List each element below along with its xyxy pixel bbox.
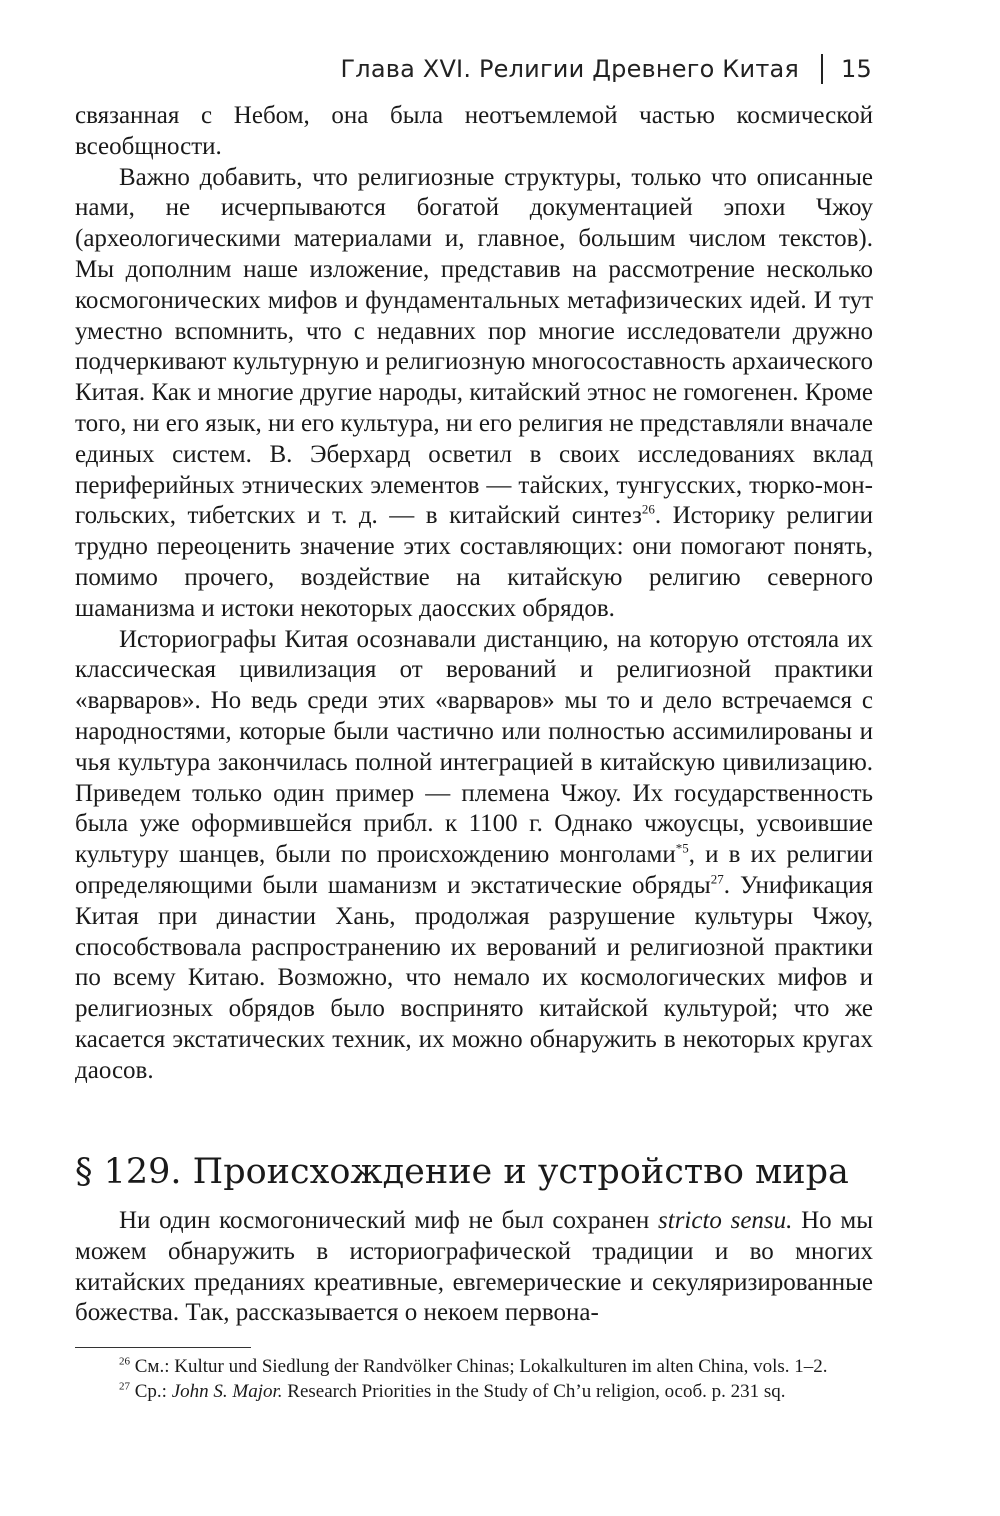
footnotes <box>75 1354 873 1404</box>
paragraph-1: связанная с Небом, она была неотъемлемой частью космической всеобщности. <box>75 102 873 160</box>
footnote-27: $^{27}$ Ср.: John S. Major. Research Priorities in the Study of Ch’u religion, особ. p. 231 sq. <box>119 1380 786 1402</box>
footnote-ref-26: 26 <box>641 502 655 518</box>
chapter-title: Глава XVI. Религии Древнего Китая <box>340 55 800 83</box>
header-divider <box>821 54 823 84</box>
footnote-ref-5: *5 <box>675 840 689 856</box>
running-header <box>340 54 872 84</box>
page-number: 15 <box>841 55 872 83</box>
section-text <box>75 1206 873 1329</box>
paragraph-2: Важно добавить, что религиозные структуры, только что описанные нами, не исчерпываются богатой документацией эпохи Чжоу (археологическими материалами и, главное, большим числом текстов). Мы дополним наше изложение, представив на рассмотрение несколько космогонических мифов и фундаментальных метафизических идей. И тут уместно вспомнить, что с недавних пор многие исследователи дружно подчеркивают культурную и религиозную многосоставность архаического Китая. Как и многие другие народы, китайский этнос не гомогенен. Кроме того, ни его язык, ни его культура, ни его религия не представляли вначале единых систем. В. Эберхард осветил в своих исследованиях вклад периферийных этнических элементов — тайских, тунгусских, тюрко-монгольских, тибетских и т. д. — в китайский синтез$^{26}$. Историку религии трудно переоценить значение этих составляющих: они помогают понять, помимо прочего, воздействие на китайскую религию северного шаманизма и истоки некоторых даосских обрядов. <box>75 163 873 622</box>
footnote-26: $^{26}$ См.: Kultur und Siedlung der Randvölker Chinas; Lokalkulturen im alten China, vols. 1–2. <box>119 1355 828 1377</box>
footnote-ref-27: 27 <box>710 871 724 887</box>
main-text <box>75 101 873 1087</box>
footnote-divider <box>75 1347 251 1348</box>
paragraph-3: Историографы Китая осознавали дистанцию, на которую отстояла их классическая цивилизация от верований и религиозной практики «варваров». Но ведь среди этих «варваров» мы то и дело встречаемся с народностями, которые были частично или полностью ассимилированы и чья культура закончилась полной интеграцией в китайскую цивилизацию. Приведем только один пример — племена Чжоу. Их государственность была уже оформившейся прибл. к 1100 г. Однако чжоусцы, усвоившие культуру шанцев, были по происхождению монголами$^{*5}$, и в их религии определяющими были шаманизм и экстатические обряды$^{27}$. Унификация Китая при династии Хань, продолжая разрушение культуры Чжоу, способствовала распространению их верований и религиозной практики по всему Китаю. Возможно, что немало их космологических мифов и религиозных обрядов было воспринято китайской культурой; что же касается экстатических техник, их можно обнаружить в некоторых кругах даосов. <box>75 625 873 1084</box>
section-heading: § 129. Происхождение и устройство мира <box>75 1152 849 1192</box>
section-paragraph-1: Ни один космогонический миф не был сохранен stricto sensu. Но мы можем обнаружить в историографической традиции и во многих китайских преданиях креативные, евгемерические и секуляризированные божества. Так, рассказывается о некоем первона- <box>75 1207 874 1327</box>
